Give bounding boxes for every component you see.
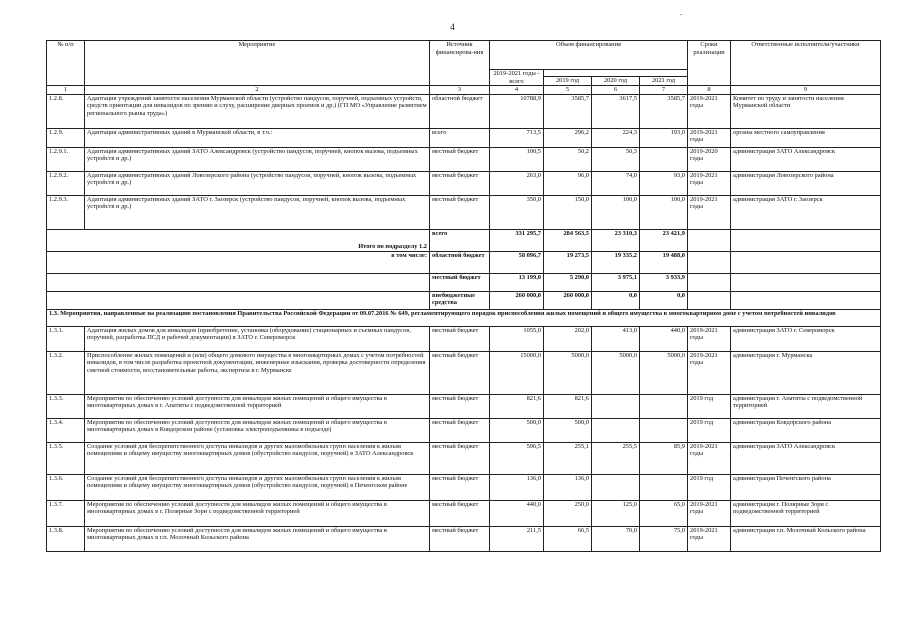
cell-2019: 66,5	[544, 526, 592, 551]
total-resp	[731, 229, 881, 251]
cell-2021	[640, 394, 688, 418]
total-2020: 3 975,1	[592, 273, 640, 291]
cell-num: 1.2.9.2.	[47, 171, 85, 195]
table-row	[47, 394, 881, 418]
cell-event: Мероприятия по обеспечению условий доступности для инвалидов жилых помещений и общего имущества в многоквартирных домах в Ковдорском районе (установка электроподъемника в подъезде)	[85, 418, 430, 442]
cell-source: всего	[430, 128, 490, 147]
cell-resp: администрация Печенгского района	[731, 474, 881, 500]
total-label	[47, 291, 430, 309]
cell-2019: 136,0	[544, 474, 592, 500]
cell-2019: 5000,0	[544, 351, 592, 394]
table-row	[47, 326, 881, 351]
cell-2021: 85,9	[640, 442, 688, 474]
table-row	[47, 94, 881, 128]
cell-2019: 202,0	[544, 326, 592, 351]
cell-source: местный бюджет	[430, 500, 490, 526]
cell-resp: администрация г. Мурманска	[731, 351, 881, 394]
column-index: 4	[490, 86, 544, 95]
header-2020: 2020 год	[592, 77, 640, 86]
cell-2020: 50,3	[592, 147, 640, 171]
cell-event: Адаптация учреждений занятости населения Мурманской области (устройство пандусов, поручней, подъемных устройств, средств ориентации для инвалидов по зрению и слуху, расширение дверных проемов и др.) (ГП МО «Управление развитием регионального рынка труда»)	[85, 94, 430, 128]
cell-term: 2019-2021 годы	[688, 500, 731, 526]
header-2021: 2021 год	[640, 77, 688, 86]
cell-resp: администрация г.п. Молочный Кольского района	[731, 526, 881, 551]
cell-term: 2019-2021 годы	[688, 128, 731, 147]
total-sum: 260 000,0	[490, 291, 544, 309]
cell-event: Адаптация административных зданий ЗАТО г. Заозерск (устройство пандусов, поручней, кнопок вызова, подъемных устройств и др.)	[85, 195, 430, 229]
total-2021: 19 488,0	[640, 251, 688, 273]
total-2019: 260 000,0	[544, 291, 592, 309]
table-row	[47, 526, 881, 551]
cell-total: 350,0	[490, 195, 544, 229]
cell-total: 136,0	[490, 474, 544, 500]
header-event: Мероприятие	[85, 41, 430, 86]
cell-source: местный бюджет	[430, 326, 490, 351]
header-volume: Объем финансирования	[490, 41, 688, 70]
cell-num: 1.3.8.	[47, 526, 85, 551]
cell-resp: администрация ЗАТО г. Заозерск	[731, 195, 881, 229]
cell-total: 263,0	[490, 171, 544, 195]
total-2019: 19 273,5	[544, 251, 592, 273]
total-2020: 19 335,2	[592, 251, 640, 273]
cell-2021: 65,0	[640, 500, 688, 526]
total-2019: 284 563,5	[544, 229, 592, 251]
total-source: внебюджетные средства	[430, 291, 490, 309]
header-spacer	[544, 70, 688, 77]
column-index: 9	[731, 86, 881, 95]
total-term	[688, 273, 731, 291]
cell-term: 2019-2021 годы	[688, 526, 731, 551]
cell-2021: 75,0	[640, 526, 688, 551]
total-source: местный бюджет	[430, 273, 490, 291]
column-index: 1	[47, 86, 85, 95]
column-index: 8	[688, 86, 731, 95]
column-index-row	[47, 86, 881, 95]
cell-term: 2019 год	[688, 474, 731, 500]
cell-2019: 96,0	[544, 171, 592, 195]
cell-2021	[640, 418, 688, 442]
total-label: в том числе:	[47, 251, 430, 273]
cell-total: 100,5	[490, 147, 544, 171]
cell-num: 1.3.1.	[47, 326, 85, 351]
cell-source: местный бюджет	[430, 442, 490, 474]
header-resp: Ответственные исполнители/участники	[731, 41, 881, 86]
cell-2019: 250,0	[544, 500, 592, 526]
table-row	[47, 474, 881, 500]
cell-total: 500,0	[490, 418, 544, 442]
cell-event: Адаптация административных зданий Ловозерского района (устройство пандусов, поручней, кнопок вызова, подъемных устройств и др.)	[85, 171, 430, 195]
table-row	[47, 500, 881, 526]
cell-2021: 5000,0	[640, 351, 688, 394]
cell-resp: администрация Ловозерского района	[731, 171, 881, 195]
cell-event: Мероприятия по обеспечению условий доступности для инвалидов жилых помещений и общего имущества в многоквартирных домах в г.п. Молочный Кольского района	[85, 526, 430, 551]
cell-2020: 5000,0	[592, 351, 640, 394]
cell-2019: 296,2	[544, 128, 592, 147]
total-2020: 23 310,3	[592, 229, 640, 251]
cell-total: 10788,9	[490, 94, 544, 128]
cell-2021: 93,0	[640, 171, 688, 195]
cell-2020: 74,0	[592, 171, 640, 195]
total-2019: 5 290,0	[544, 273, 592, 291]
total-source: областной бюджет	[430, 251, 490, 273]
total-row	[47, 291, 881, 309]
cell-num: 1.2.8.	[47, 94, 85, 128]
cell-total: 440,0	[490, 500, 544, 526]
cell-2021: 3585,7	[640, 94, 688, 128]
total-row	[47, 229, 881, 251]
cell-term: 2019-2021 годы	[688, 195, 731, 229]
cell-source: местный бюджет	[430, 351, 490, 394]
header-2019: 2019 год	[544, 77, 592, 86]
total-term	[688, 229, 731, 251]
cell-event: Создание условий для беспрепятственного доступа инвалидов и других маломобильных групп населения к жилым помещениям и общему имуществу многоквартирных домов (обустройство пандусов, поручней) в Печенгском районе	[85, 474, 430, 500]
column-index: 7	[640, 86, 688, 95]
speck: .	[680, 8, 682, 17]
cell-resp: администрация ЗАТО Александровск	[731, 442, 881, 474]
cell-source: местный бюджет	[430, 195, 490, 229]
cell-num: 1.2.9.1.	[47, 147, 85, 171]
total-resp	[731, 291, 881, 309]
cell-resp: администрация ЗАТО г. Североморск	[731, 326, 881, 351]
cell-2019: 500,0	[544, 418, 592, 442]
cell-total: 211,5	[490, 526, 544, 551]
cell-total: 713,5	[490, 128, 544, 147]
table-row	[47, 442, 881, 474]
cell-resp: органы местного самоуправления	[731, 128, 881, 147]
table-row	[47, 171, 881, 195]
total-sum: 13 199,0	[490, 273, 544, 291]
cell-2020	[592, 474, 640, 500]
cell-2021: 440,0	[640, 326, 688, 351]
header-num: № п/п	[47, 41, 85, 86]
cell-2021: 193,0	[640, 128, 688, 147]
table-row	[47, 195, 881, 229]
cell-resp: администрация ЗАТО Александровск	[731, 147, 881, 171]
total-sum: 58 096,7	[490, 251, 544, 273]
total-2021: 0,0	[640, 291, 688, 309]
cell-event: Мероприятия по обеспечению условий доступности для инвалидов жилых помещений и общего имущества в многоквартирных домах в г. Полярные Зори с подведомственной территорией	[85, 500, 430, 526]
cell-event: Мероприятия по обеспечению условий доступности для инвалидов жилых помещений и общего имущества в многоквартирных домах в г. Апатиты с подведомственной территорией	[85, 394, 430, 418]
cell-num: 1.3.7.	[47, 500, 85, 526]
cell-event: Приспособление жилых помещений и (или) общего домового имущества в многоквартирных домах с учетом потребностей инвалидов, в том числе разработка проектной документации, инженерные изыскания, проверка достоверности определения сметной стоимости, восстановительные работы, экспертиза в г. Мурманске	[85, 351, 430, 394]
total-label	[47, 273, 430, 291]
cell-2020	[592, 394, 640, 418]
cell-2019: 821,6	[544, 394, 592, 418]
cell-source: местный бюджет	[430, 394, 490, 418]
cell-2021: 100,0	[640, 195, 688, 229]
cell-2020: 100,0	[592, 195, 640, 229]
cell-2021	[640, 147, 688, 171]
cell-term: 2019 год	[688, 418, 731, 442]
cell-term: 2019 год	[688, 394, 731, 418]
total-sum: 331 295,7	[490, 229, 544, 251]
cell-source: местный бюджет	[430, 474, 490, 500]
cell-2019: 150,0	[544, 195, 592, 229]
cell-term: 2019-2021 годы	[688, 94, 731, 128]
cell-term: 2019-2021 годы	[688, 326, 731, 351]
cell-2020: 3617,5	[592, 94, 640, 128]
cell-num: 1.3.4.	[47, 418, 85, 442]
cell-resp: администрация г. Апатиты с подведомственной территорией	[731, 394, 881, 418]
cell-source: местный бюджет	[430, 171, 490, 195]
header-term: Сроки реализации	[688, 41, 731, 86]
header-total: 2019-2021 годы - всего	[490, 70, 544, 86]
cell-2019: 255,1	[544, 442, 592, 474]
cell-num: 1.3.5.	[47, 442, 85, 474]
total-row	[47, 251, 881, 273]
column-index: 6	[592, 86, 640, 95]
cell-num: 1.3.3.	[47, 394, 85, 418]
cell-num: 1.3.2.	[47, 351, 85, 394]
cell-term: 2019-2021 годы	[688, 171, 731, 195]
cell-total: 1055,0	[490, 326, 544, 351]
cell-term: 2019-2021 годы	[688, 442, 731, 474]
cell-total: 821,6	[490, 394, 544, 418]
cell-event: Адаптация административных зданий ЗАТО Александровск (устройство пандусов, поручней, кнопок вызова, подъемных устройств и др.)	[85, 147, 430, 171]
page-number: 4	[450, 22, 455, 32]
cell-num: 1.2.9.3.	[47, 195, 85, 229]
column-index: 2	[85, 86, 430, 95]
cell-event: Создание условий для беспрепятственного доступа инвалидов и других маломобильных групп населения к жилым помещениям и общему имуществу многоквартирных домов (обустройство пандусов, поручней) в ЗАТО Александровск	[85, 442, 430, 474]
total-2021: 23 421,9	[640, 229, 688, 251]
cell-total: 15000,0	[490, 351, 544, 394]
cell-2019: 50,2	[544, 147, 592, 171]
cell-source: местный бюджет	[430, 147, 490, 171]
total-resp	[731, 251, 881, 273]
header-source: Источник финансирова-ния	[430, 41, 490, 86]
cell-event: Адаптация административных зданий в Мурманской области, в т.ч.:	[85, 128, 430, 147]
total-label: Итого по подразделу 1.2	[47, 229, 430, 251]
cell-2020: 255,5	[592, 442, 640, 474]
cell-2020	[592, 418, 640, 442]
cell-source: местный бюджет	[430, 418, 490, 442]
cell-term: 2019-2020 годы	[688, 147, 731, 171]
table-row	[47, 351, 881, 394]
cell-source: областной бюджет	[430, 94, 490, 128]
column-index: 3	[430, 86, 490, 95]
total-2021: 3 933,9	[640, 273, 688, 291]
cell-term: 2019-2021 годы	[688, 351, 731, 394]
financing-table	[46, 40, 881, 552]
cell-total: 596,5	[490, 442, 544, 474]
total-term	[688, 251, 731, 273]
cell-2020: 224,3	[592, 128, 640, 147]
total-source: всего	[430, 229, 490, 251]
cell-event: Адаптация жилых домов для инвалидов (приобретение, установка (оборудование) стационарных и съемных пандусов, поручней, разработка ПСД и рабочей документации) в ЗАТО г. Североморск	[85, 326, 430, 351]
cell-num: 1.2.9.	[47, 128, 85, 147]
cell-resp: Комитет по труду и занятости населения Мурманской области	[731, 94, 881, 128]
table-row	[47, 147, 881, 171]
section-title: 1.3. Мероприятия, направленные на реализацию постановления Правительства Российской Федерации от 09.07.2016 № 649, регламентирующего порядок приспособления жилых помещений и общего имущества в многоквартирном доме с учетом потребностей инвалидов	[47, 309, 881, 326]
column-index: 5	[544, 86, 592, 95]
cell-2020: 125,0	[592, 500, 640, 526]
cell-2020: 70,0	[592, 526, 640, 551]
total-2020: 0,0	[592, 291, 640, 309]
cell-2021	[640, 474, 688, 500]
table-row	[47, 418, 881, 442]
section-row	[47, 309, 881, 326]
cell-2019: 3585,7	[544, 94, 592, 128]
cell-2020: 413,0	[592, 326, 640, 351]
total-resp	[731, 273, 881, 291]
table-row	[47, 128, 881, 147]
cell-source: местный бюджет	[430, 526, 490, 551]
total-row	[47, 273, 881, 291]
cell-resp: администрация Ковдорского района	[731, 418, 881, 442]
cell-num: 1.3.6.	[47, 474, 85, 500]
cell-resp: администрация г. Полярные Зори с подведомственной территорией	[731, 500, 881, 526]
total-term	[688, 291, 731, 309]
